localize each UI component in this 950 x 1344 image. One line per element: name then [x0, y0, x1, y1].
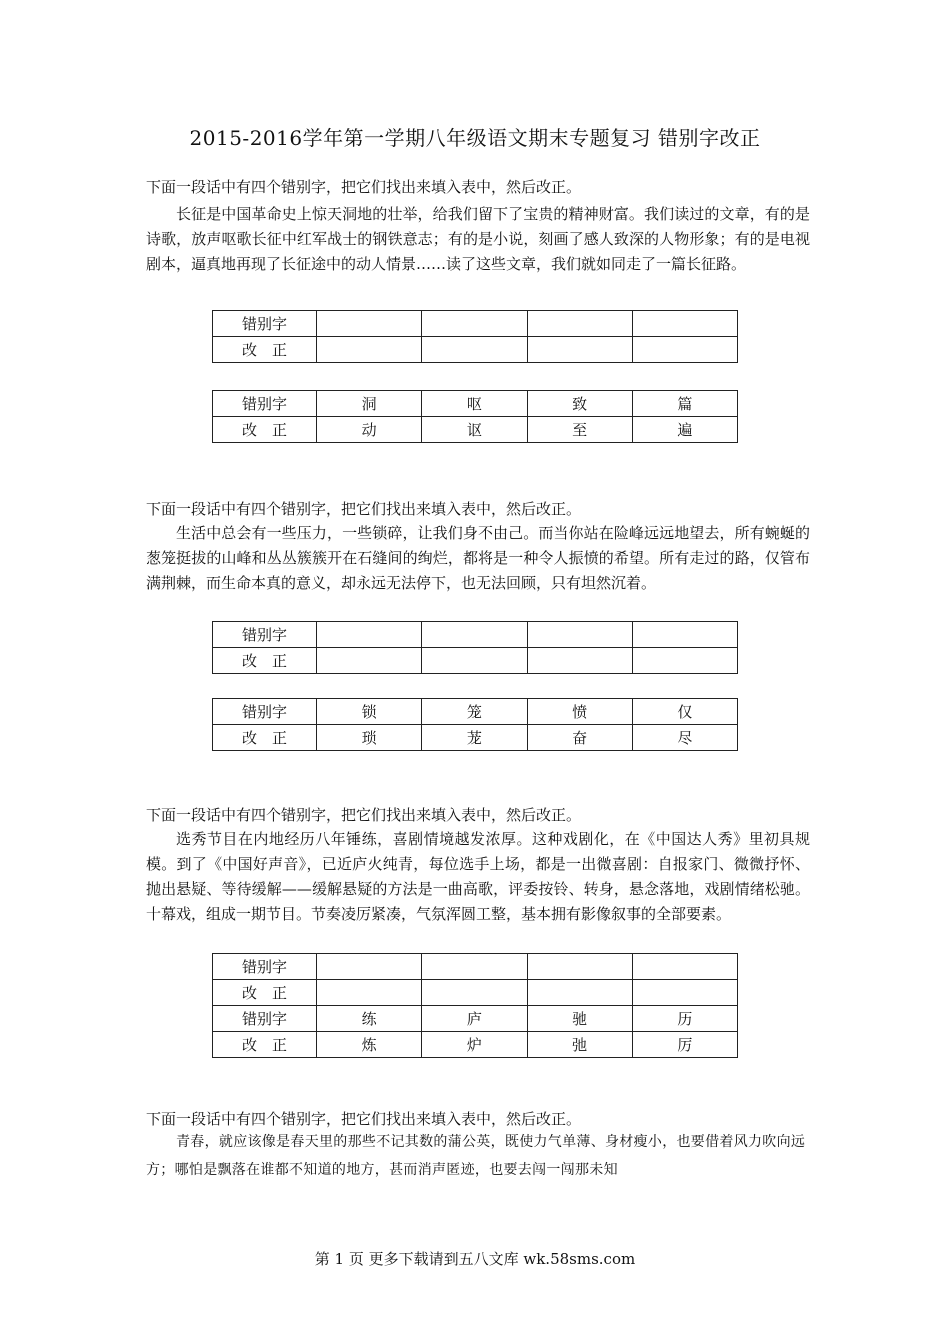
- section-4-instruction: 下面一段话中有四个错别字，把它们找出来填入表中，然后改正。: [146, 1110, 582, 1128]
- table-row: [213, 1032, 738, 1058]
- correct-char: 讴: [422, 417, 527, 443]
- row-label: 改 正: [213, 648, 317, 674]
- correct-char: 炼: [317, 1032, 422, 1058]
- row-label: 错别字: [213, 391, 317, 417]
- blank-cell[interactable]: [632, 954, 737, 980]
- blank-cell[interactable]: [632, 622, 737, 648]
- row-label: 错别字: [213, 311, 317, 337]
- blank-cell[interactable]: [317, 337, 422, 363]
- page-footer: 第 1 页 更多下载请到五八文库 wk.58sms.com: [314, 1250, 636, 1268]
- row-label: 改 正: [213, 980, 317, 1006]
- blank-cell[interactable]: [527, 311, 632, 337]
- wrong-char: 愤: [527, 699, 632, 725]
- blank-cell[interactable]: [422, 954, 527, 980]
- row-label: 改 正: [213, 1032, 317, 1058]
- wrong-char: 洞: [317, 391, 422, 417]
- section-1-blank-table: [212, 310, 738, 363]
- row-label: 错别字: [213, 699, 317, 725]
- table-row: [213, 391, 738, 417]
- row-label: 改 正: [213, 337, 317, 363]
- correct-char: 尽: [632, 725, 737, 751]
- blank-cell[interactable]: [317, 648, 422, 674]
- wrong-char: 呕: [422, 391, 527, 417]
- section-1-passage: 长征是中国革命史上惊天洞地的壮举，给我们留下了宝贵的精神财富。我们读过的文章，有的是诗歌，放声呕歌长征中红军战士的钢铁意志；有的是小说，刻画了感人致深的人物形象；有的是电视剧本，逼真地再现了长征途中的动人情景……读了这些文章，我们就如同走了一篇长征路。: [146, 205, 810, 273]
- section-2-instruction: 下面一段话中有四个错别字，把它们找出来填入表中，然后改正。: [146, 500, 582, 518]
- table-row: [213, 311, 738, 337]
- table-row: [213, 725, 738, 751]
- blank-cell[interactable]: [632, 311, 737, 337]
- table-row: [213, 622, 738, 648]
- wrong-char: 练: [317, 1006, 422, 1032]
- blank-cell[interactable]: [317, 980, 422, 1006]
- correct-char: 炉: [422, 1032, 527, 1058]
- wrong-char: 锁: [317, 699, 422, 725]
- section-1-answer-table: [212, 390, 738, 443]
- blank-cell[interactable]: [422, 648, 527, 674]
- wrong-char: 庐: [422, 1006, 527, 1032]
- correct-char: 茏: [422, 725, 527, 751]
- blank-cell[interactable]: [632, 980, 737, 1006]
- section-3-combined-table: [212, 953, 738, 1058]
- table-row: [213, 1006, 738, 1032]
- correct-char: 至: [527, 417, 632, 443]
- blank-cell[interactable]: [632, 648, 737, 674]
- correct-char: 奋: [527, 725, 632, 751]
- section-4-passage: 青春，就应该像是春天里的那些不记其数的蒲公英，既使力气单薄、身材瘦小，也要借着风力吹向远方；哪怕是飘落在谁都不知道的地方，甚而消声匿迹，也要去闯一闯那未知: [146, 1134, 806, 1178]
- section-2-passage: 生活中总会有一些压力，一些锁碎，让我们身不由己。而当你站在险峰远远地望去，所有蜿蜒的葱笼挺拔的山峰和丛丛簇簇开在石缝间的绚烂，都将是一种令人振愤的希望。所有走过的路，仅管布满荆棘，而生命本真的意义，却永远无法停下，也无法回顾，只有坦然沉着。: [146, 524, 810, 592]
- wrong-char: 历: [632, 1006, 737, 1032]
- correct-char: 动: [317, 417, 422, 443]
- row-label: 改 正: [213, 417, 317, 443]
- blank-cell[interactable]: [632, 337, 737, 363]
- blank-cell[interactable]: [422, 337, 527, 363]
- table-row: [213, 648, 738, 674]
- page-title: 2015-2016学年第一学期八年级语文期末专题复习 错别字改正: [189, 126, 761, 150]
- wrong-char: 篇: [632, 391, 737, 417]
- row-label: 错别字: [213, 954, 317, 980]
- section-3-passage: 选秀节目在内地经历八年锤练，喜剧情境越发浓厚。这种戏剧化，在《中国达人秀》里初具规模。到了《中国好声音》，已近庐火纯青，每位选手上场，都是一出微喜剧：自报家门、微微抒怀、抛出悬疑、等待缓解——缓解悬疑的方法是一曲高歌，评委按铃、转身，悬念落地，戏剧情绪松驰。十幕戏，组成一期节目。节奏凌厉紧凑，气氛浑圆工整，基本拥有影像叙事的全部要素。: [146, 830, 810, 923]
- section-1-instruction: 下面一段话中有四个错别字，把它们找出来填入表中，然后改正。: [146, 178, 582, 196]
- blank-cell[interactable]: [527, 980, 632, 1006]
- wrong-char: 笼: [422, 699, 527, 725]
- blank-cell[interactable]: [527, 337, 632, 363]
- wrong-char: 仅: [632, 699, 737, 725]
- blank-cell[interactable]: [317, 622, 422, 648]
- section-2-blank-table: [212, 621, 738, 674]
- blank-cell[interactable]: [527, 622, 632, 648]
- correct-char: 弛: [527, 1032, 632, 1058]
- blank-cell[interactable]: [422, 622, 527, 648]
- blank-cell[interactable]: [422, 980, 527, 1006]
- blank-cell[interactable]: [422, 311, 527, 337]
- blank-cell[interactable]: [317, 311, 422, 337]
- correct-char: 琐: [317, 725, 422, 751]
- table-row: [213, 980, 738, 1006]
- wrong-char: 驰: [527, 1006, 632, 1032]
- table-row: [213, 699, 738, 725]
- row-label: 错别字: [213, 622, 317, 648]
- table-row: [213, 417, 738, 443]
- blank-cell[interactable]: [317, 954, 422, 980]
- blank-cell[interactable]: [527, 648, 632, 674]
- row-label: 改 正: [213, 725, 317, 751]
- correct-char: 厉: [632, 1032, 737, 1058]
- wrong-char: 致: [527, 391, 632, 417]
- blank-cell[interactable]: [527, 954, 632, 980]
- table-row: [213, 337, 738, 363]
- table-row: [213, 954, 738, 980]
- section-2-answer-table: [212, 698, 738, 751]
- row-label: 错别字: [213, 1006, 317, 1032]
- correct-char: 遍: [632, 417, 737, 443]
- section-3-instruction: 下面一段话中有四个错别字，把它们找出来填入表中，然后改正。: [146, 806, 582, 824]
